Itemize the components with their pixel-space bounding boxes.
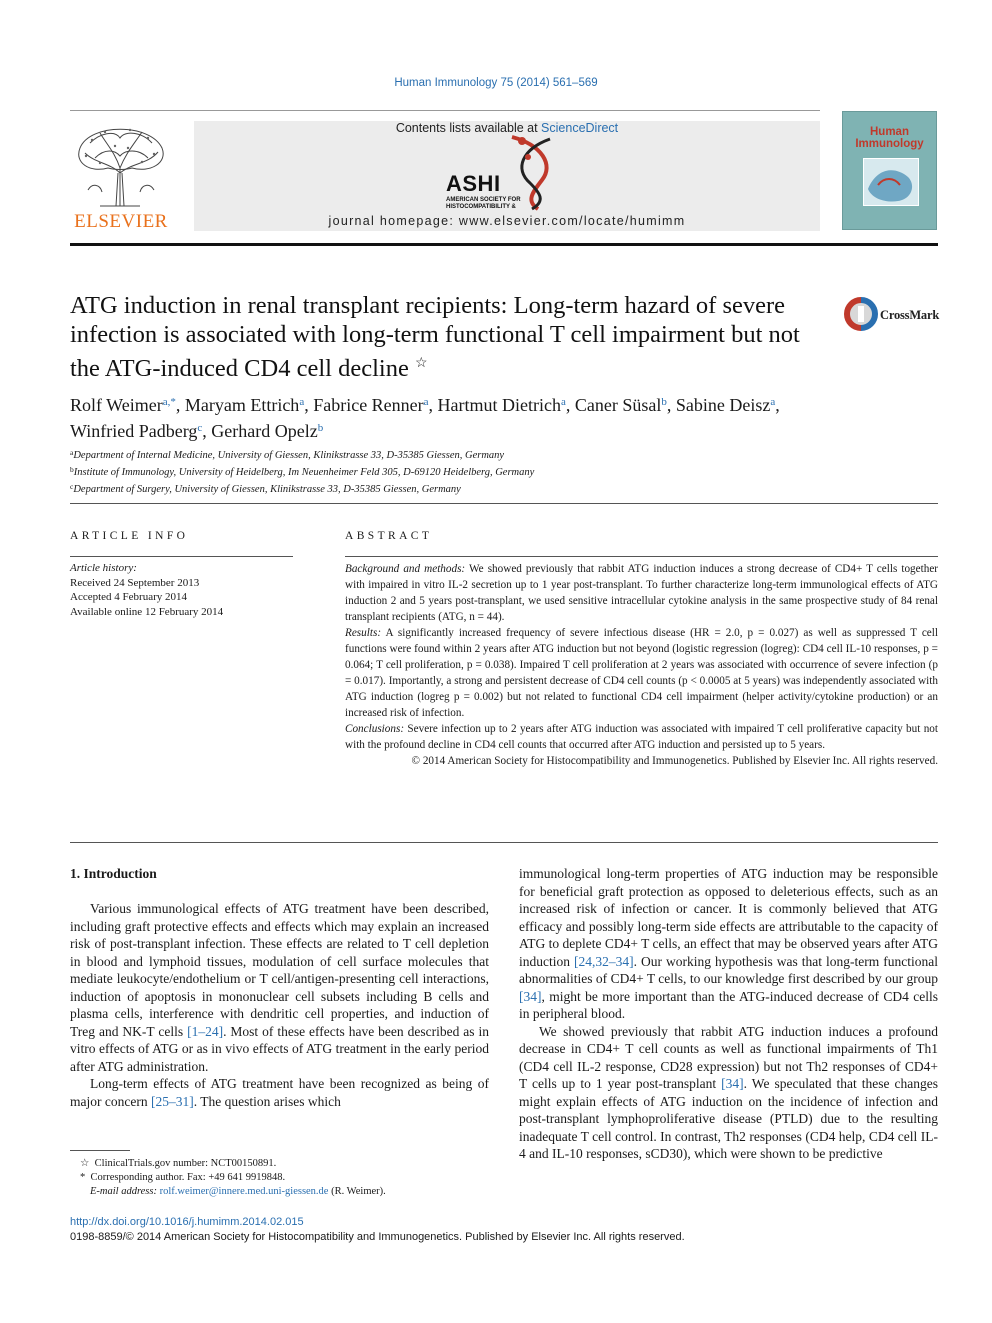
- body-column-left: [70, 900, 489, 1110]
- author-affiliation-marker[interactable]: a,*: [162, 396, 176, 408]
- background-text: We showed previously that rabbit ATG induction induces a strong decrease of CD4+ T cells together with impaired in vitro IL-2 secretion up to 1 year post-transplant. To further characterize long-term immunological effects of ATG induction 2 and 5 years post-transplant, we used sensitive intracellular cytokine analysis in the same prospective study of 84 renal transplant recipients (ATG, n = 44).: [345, 563, 939, 623]
- cover-title: Human Immunology: [855, 126, 924, 150]
- ashi-line-2: HISTOCOMPATIBILITY &: [446, 204, 516, 210]
- author-affiliation-marker[interactable]: a: [423, 396, 429, 408]
- author-affiliation-marker[interactable]: b: [661, 396, 667, 408]
- affiliation-item: [70, 446, 940, 463]
- online-date: Available online 12 February 2014: [70, 605, 224, 618]
- email-suffix: (R. Weimer).: [328, 1186, 386, 1197]
- abstract-body: [345, 561, 938, 769]
- journal-header-banner: [194, 121, 820, 231]
- background-label: Background and methods:: [345, 563, 466, 575]
- results-label: Results:: [345, 627, 382, 639]
- paragraph-text: Various immunological effects of ATG treatment have been described, including graft protective effects and effects which may explain an increased risk of post-transplant infection. These effects are related to T cell depletion in blood and lymphoid tissues, modulation of cell surface molecules that mediate leukocyte/endothelium or T cell/antigen-presenting cell interactions, induction of apoptosis in mononuclear cell subsets including B cells and plasma cells, interference with dendritic cell properties, and induction of Treg and NK-T cells: [70, 901, 489, 1039]
- paragraph: [519, 865, 938, 1023]
- author-separator: ,: [175, 395, 185, 415]
- footnote-email: [70, 1185, 490, 1199]
- author-name[interactable]: Maryam Ettrich: [184, 395, 300, 415]
- abstract-copyright: © 2014 American Society for Histocompatibility and Immunogenetics. Published by Elsevier Inc. All rights reserved.: [411, 755, 938, 767]
- author-affiliation-marker[interactable]: c: [197, 422, 203, 434]
- paragraph: [519, 1023, 938, 1163]
- conclusions-text: Severe infection up to 2 years after ATG induction was associated with impaired T cell proliferative capacity but not with the profound decline in CD4 cell counts that occurred after ATG induction and persisted up to 5 years.: [345, 723, 938, 751]
- crossmark-badge[interactable]: [843, 296, 943, 336]
- history-label: Article history:: [70, 562, 137, 574]
- journal-cover-thumbnail[interactable]: [842, 111, 937, 230]
- abstract-results: [345, 625, 938, 721]
- header-thick-rule: [70, 243, 938, 246]
- abstract-conclusions: [345, 721, 938, 753]
- paragraph-text: . The question arises which: [193, 1093, 341, 1109]
- citation-link[interactable]: [1–24]: [187, 1023, 224, 1039]
- author-affiliation-marker[interactable]: a: [561, 396, 566, 408]
- issn-copyright: 0198-8859/© 2014 American Society for Histocompatibility and Immunogenetics. Published by Elsevier Inc. All rights reserved.: [70, 1231, 685, 1243]
- title-footnote-star[interactable]: ☆: [414, 356, 428, 371]
- email-label: E-mail address:: [90, 1186, 157, 1197]
- section-heading-introduction: 1. Introduction: [70, 866, 157, 881]
- accepted-date: Accepted 4 February 2014: [70, 591, 187, 603]
- author-separator: ,: [775, 395, 780, 415]
- author-name[interactable]: Gerhard Opelz: [211, 421, 318, 441]
- citation-link[interactable]: [25–31]: [150, 1093, 194, 1109]
- paragraph: [70, 1075, 489, 1110]
- footnotes: [70, 1157, 490, 1199]
- abstract-rule: [345, 556, 938, 557]
- paragraph-text: . Most of these effects have been described as in vitro effects of ATG or as in vivo effects of ATG treatment in the early period after ATG administration.: [70, 1023, 489, 1074]
- body-column-right: [519, 865, 938, 1163]
- citation-link[interactable]: [24,32–34]: [574, 953, 634, 969]
- contents-available-line: [194, 121, 820, 135]
- contents-prefix: Contents lists available at: [395, 121, 542, 135]
- abstract-background: [345, 561, 938, 625]
- footnote-rule: [70, 1150, 130, 1151]
- section-divider: [70, 503, 938, 504]
- paragraph-text: immunological long-term properties of ATG induction may be responsible for beneficial graft protection as opposed to deleterious effects, such as an increased risk of infection or cancer. It is commonly believed that ATG efficacy and possibly long-term side effects are attributable to the capacity of ATG to deplete CD4+ T cells, an effect that may be observed years after ATG induction: [519, 866, 938, 969]
- author-name[interactable]: Hartmut Dietrich: [437, 395, 562, 415]
- article-title: [70, 291, 830, 383]
- footnote-text: ClinicalTrials.gov number: NCT00150891.: [94, 1158, 277, 1169]
- publisher-name: ELSEVIER: [74, 211, 168, 232]
- doi-link[interactable]: http://dx.doi.org/10.1016/j.humimm.2014.02.015: [70, 1216, 304, 1228]
- paragraph: [70, 900, 489, 1075]
- abstract-heading: ABSTRACT: [345, 530, 433, 542]
- author-separator: ,: [666, 395, 676, 415]
- author-affiliation-marker[interactable]: b: [317, 422, 324, 434]
- author-affiliation-marker[interactable]: a: [770, 396, 776, 408]
- journal-homepage-link[interactable]: journal homepage: www.elsevier.com/locate/humimm: [328, 214, 686, 228]
- conclusions-label: Conclusions:: [345, 723, 405, 735]
- footnote-trial: [70, 1157, 490, 1171]
- affiliation-text: Department of Surgery, University of Giessen, Klinikstrasse 33, D-35385 Giessen, Germany: [73, 484, 461, 495]
- author-name[interactable]: Fabrice Renner: [313, 395, 424, 415]
- journal-citation-link[interactable]: Human Immunology 75 (2014) 561–569: [394, 77, 598, 89]
- author-separator: ,: [202, 421, 212, 441]
- footnote-corresponding: [70, 1171, 490, 1185]
- article-info-heading: ARTICLE INFO: [70, 530, 189, 542]
- header-divider: [70, 110, 820, 111]
- ashi-wordmark: ASHI: [446, 171, 501, 196]
- author-affiliation-marker[interactable]: a: [299, 396, 305, 408]
- footnote-mark: *: [80, 1172, 86, 1183]
- footnote-text: Corresponding author. Fax: +49 641 9919848.: [90, 1172, 286, 1183]
- affiliation-marker: a: [70, 448, 74, 457]
- author-separator: ,: [565, 395, 575, 415]
- affiliation-item: [70, 480, 940, 497]
- sciencedirect-link[interactable]: ScienceDirect: [541, 121, 619, 135]
- article-title-text: ATG induction in renal transplant recipients: Long-term hazard of severe infection is associated with long-term functional T cell impairment but not the ATG-induced CD4 cell decline: [70, 292, 800, 383]
- affiliation-item: [70, 463, 940, 480]
- author-separator: ,: [304, 395, 314, 415]
- affiliation-text: Institute of Immunology, University of Heidelberg, Im Neuenheimer Feld 305, D-69120 Heidelberg, Germany: [73, 467, 535, 478]
- crossmark-icon: [843, 296, 879, 332]
- author-name[interactable]: Rolf Weimer: [70, 395, 163, 415]
- ashi-line-1: AMERICAN SOCIETY FOR: [446, 197, 521, 203]
- article-history: [70, 561, 300, 619]
- affiliation-list: [70, 446, 940, 497]
- paragraph-text: . We speculated that these changes might explain effects of ATG induction on the incidence of infection and post-transplant lymphoproliferative disease (PTLD) due to the resulting inadequate T cell control. In contrast, Th2 responses (CD4 help, CD4 cell IL-4 and IL-10 responses, sCD30), which were shown to be predictive: [519, 1076, 938, 1161]
- author-name[interactable]: Sabine Deisz: [675, 395, 771, 415]
- paragraph-text: . Our working hypothesis was that long-term functional abnormalities of CD4+ T cells, to our knowledge first described by our group: [519, 953, 938, 986]
- citation-link[interactable]: [34]: [519, 988, 542, 1004]
- crossmark-label: CrossMark: [880, 308, 940, 322]
- author-list: [70, 391, 940, 443]
- footnote-mark: ☆: [80, 1158, 90, 1169]
- elsevier-logo[interactable]: [70, 118, 172, 233]
- citation-link[interactable]: [34]: [721, 1076, 744, 1091]
- elsevier-tree-icon: [70, 118, 172, 210]
- article-info-rule: [70, 556, 293, 557]
- author-separator: ,: [428, 395, 438, 415]
- cover-image: [863, 158, 919, 206]
- author-name[interactable]: Winfried Padberg: [70, 421, 198, 441]
- affiliation-marker: c: [70, 482, 74, 491]
- email-link[interactable]: rolf.weimer@innere.med.uni-giessen.de: [159, 1186, 329, 1197]
- paragraph-text: We showed previously that rabbit ATG induction induces a profound decrease in CD4+ T cell counts as well as functional impairments of Th1 (CD4 cell IL-2 response, CD28 expression) but not Th2 responses of CD4+ T cells up to 1 year post-transplant: [519, 1023, 938, 1091]
- paragraph-text: Long-term effects of ATG treatment have been recognized as being of major concern: [70, 1076, 489, 1109]
- paragraph-text: , might be more important than the ATG-induced decrease of CD4 cells in peripheral blood.: [519, 988, 938, 1021]
- affiliation-text: Department of Internal Medicine, University of Giessen, Klinikstrasse 33, D-35385 Giessen, Germany: [73, 450, 505, 461]
- author-name[interactable]: Caner Süsal: [574, 395, 662, 415]
- received-date: Received 24 September 2013: [70, 576, 200, 589]
- ashi-logo: [442, 135, 572, 211]
- section-divider: [70, 842, 938, 843]
- results-text: A significantly increased frequency of severe infectious disease (HR = 2.0, p = 0.027) as well as suppressed T cell functions were found within 2 years after ATG induction but not beyond (logistic regression (logreg): CD4 cell IL-10 responses, p = 0.064; T cell proliferation, p = 0.038). Impaired T cell proliferation at 2 years was associated with occurrence of severe infection (p = 0.017). Importantly, a strong and persistent decrease of CD4 cell counts (p < 0.0005 at 5 years) was independently associated with ATG induction (logreg p = 0.002) but not related to functional CD4 cell impairment (helper activity/cytokine production) or an increased risk of infection.: [345, 627, 938, 719]
- affiliation-marker: b: [70, 465, 74, 474]
